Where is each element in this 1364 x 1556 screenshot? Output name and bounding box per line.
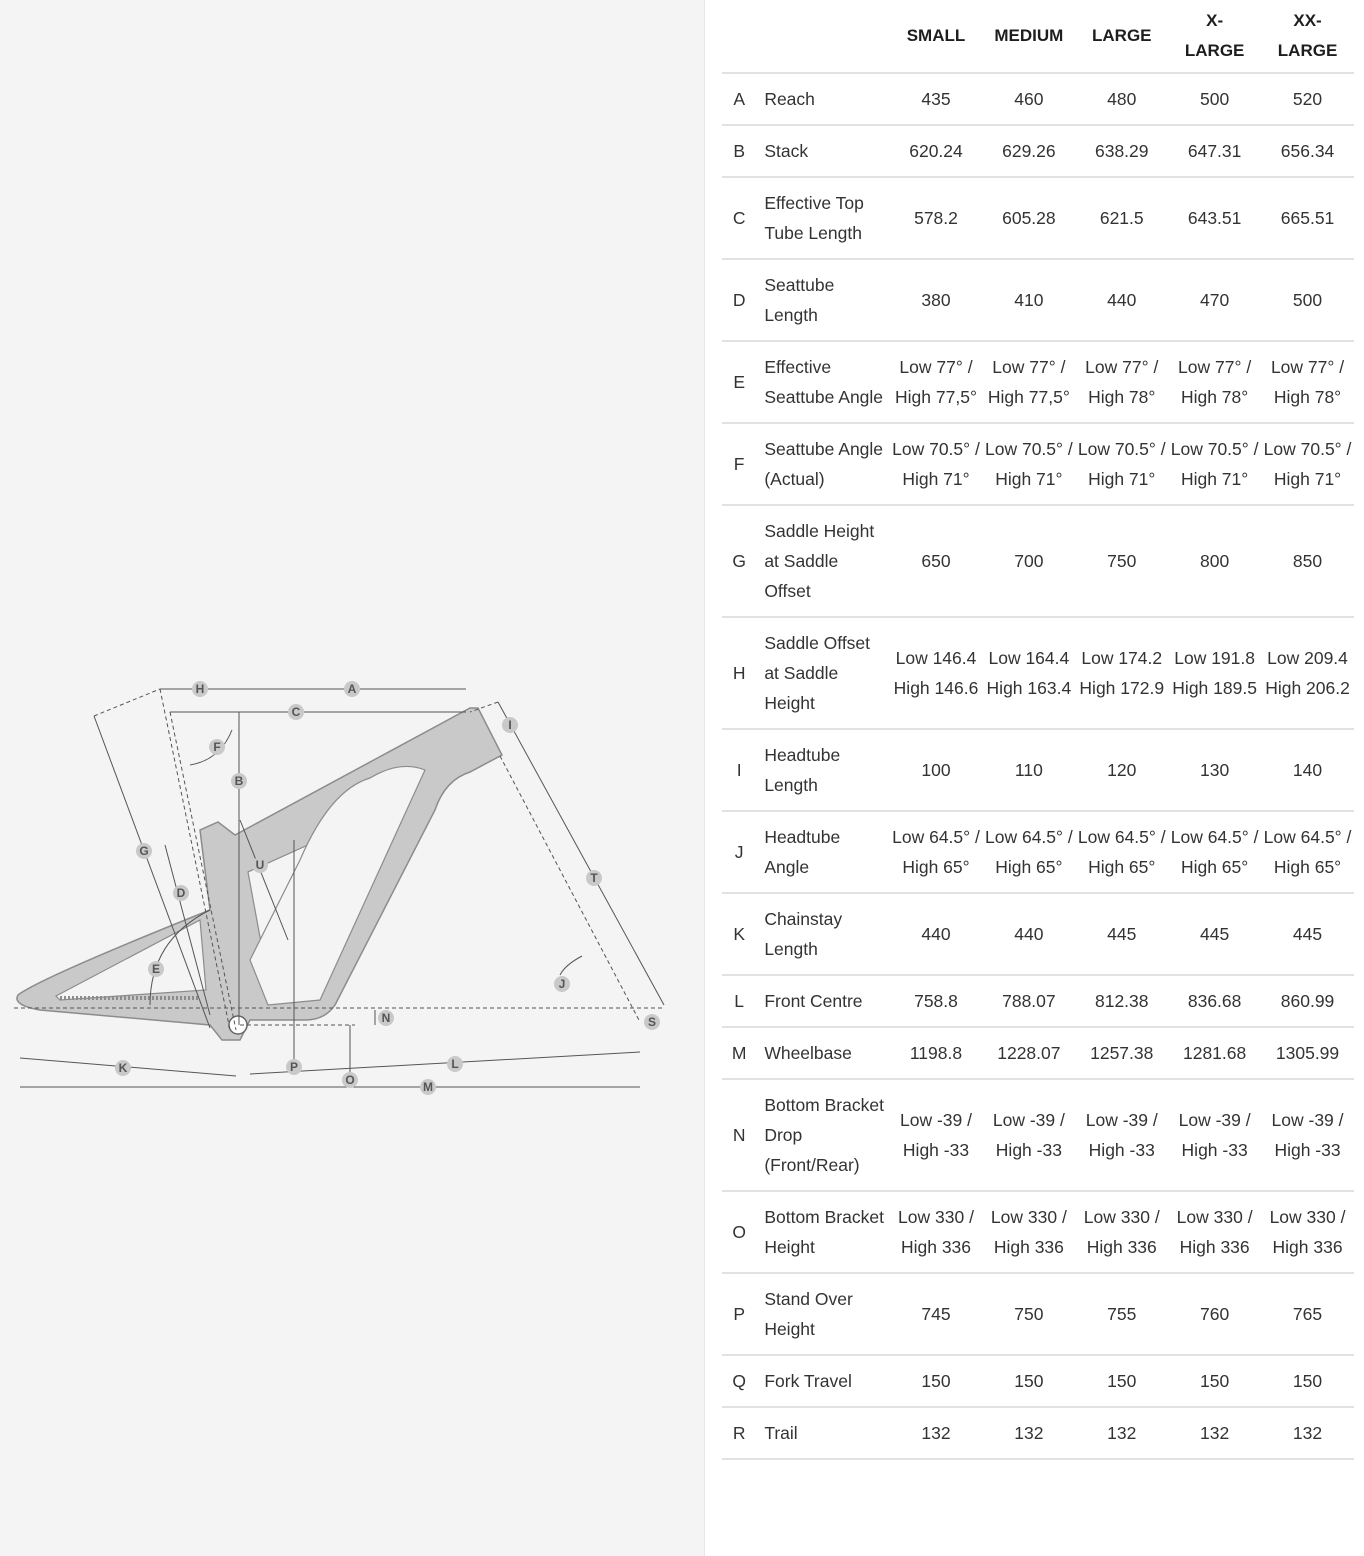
dim-marker-a [344,681,360,697]
row-name: Seattube Angle (Actual) [756,423,889,505]
svg-text:M: M [423,1080,433,1094]
row-value: 132 [1075,1407,1168,1459]
row-value: Low 209.4 High 206.2 [1261,617,1354,729]
row-value: 860.99 [1261,975,1354,1027]
row-value: Low 70.5° / High 71° [1168,423,1261,505]
row-value: Low 77° / High 78° [1261,341,1354,423]
row-letter: Q [722,1355,756,1407]
row-value: 130 [1168,729,1261,811]
table-row [722,1355,1354,1407]
row-letter: H [722,617,756,729]
row-value: 1305.99 [1261,1027,1354,1079]
row-name: Bottom Bracket Drop (Front/Rear) [756,1079,889,1191]
row-letter: B [722,125,756,177]
row-value: 150 [1168,1355,1261,1407]
row-value: Low 77° / High 78° [1168,341,1261,423]
row-name: Bottom Bracket Height [756,1191,889,1273]
row-letter: M [722,1027,756,1079]
svg-text:K: K [118,1061,128,1075]
row-letter: I [722,729,756,811]
row-value: 470 [1168,259,1261,341]
dim-marker-k [115,1060,131,1076]
row-letter: K [722,893,756,975]
row-value: Low 64.5° / High 65° [1261,811,1354,893]
row-value: 445 [1168,893,1261,975]
row-value: Low 330 / High 336 [1261,1191,1354,1273]
row-value: Low -39 / High -33 [1261,1079,1354,1191]
table-row [722,617,1354,729]
row-name: Effective Top Tube Length [756,177,889,259]
svg-text:G: G [139,844,149,858]
row-value: 100 [890,729,983,811]
row-value: Low 64.5° / High 65° [982,811,1075,893]
row-value: Low 64.5° / High 65° [1168,811,1261,893]
row-value: 132 [982,1407,1075,1459]
row-value: 110 [982,729,1075,811]
table-row [722,125,1354,177]
svg-text:S: S [647,1015,657,1029]
row-value: 765 [1261,1273,1354,1355]
row-name: Seattube Length [756,259,889,341]
row-letter: O [722,1191,756,1273]
row-value: 700 [982,505,1075,617]
row-value: 445 [1075,893,1168,975]
row-value: Low 164.4 High 163.4 [982,617,1075,729]
row-value: 380 [890,259,983,341]
table-row [722,1191,1354,1273]
row-value: 440 [982,893,1075,975]
table-header-row [722,0,1354,73]
row-value: 445 [1261,893,1354,975]
row-value: 760 [1168,1273,1261,1355]
header-letter [722,0,756,73]
row-value: 440 [1075,259,1168,341]
dim-marker-f [209,739,225,755]
header-name [756,0,889,73]
row-name: Front Centre [756,975,889,1027]
row-name: Saddle Height at Saddle Offset [756,505,889,617]
row-value: 480 [1075,73,1168,125]
dim-marker-l [447,1056,463,1072]
row-value: 150 [890,1355,983,1407]
svg-text:O: O [345,1073,355,1087]
svg-text:P: P [289,1060,299,1074]
row-letter: P [722,1273,756,1355]
row-value: 132 [1261,1407,1354,1459]
dim-marker-u [252,857,268,873]
dim-marker-s [644,1014,660,1030]
table-row [722,1079,1354,1191]
row-name: Stand Over Height [756,1273,889,1355]
row-letter: E [722,341,756,423]
table-row [722,893,1354,975]
row-value: 1228.07 [982,1027,1075,1079]
table-row [722,505,1354,617]
row-name: Trail [756,1407,889,1459]
header-size: LARGE [1075,0,1168,73]
row-value: 788.07 [982,975,1075,1027]
svg-text:I: I [508,718,512,732]
svg-text:N: N [381,1011,391,1025]
row-value: 755 [1075,1273,1168,1355]
row-value: 120 [1075,729,1168,811]
svg-text:T: T [590,871,598,885]
row-letter: D [722,259,756,341]
row-value: Low 64.5° / High 65° [1075,811,1168,893]
row-value: 647.31 [1168,125,1261,177]
row-letter: A [722,73,756,125]
row-value: 629.26 [982,125,1075,177]
row-name: Reach [756,73,889,125]
dim-marker-m [420,1079,436,1095]
row-value: 150 [982,1355,1075,1407]
geometry-table [722,0,1354,1460]
row-value: 500 [1261,259,1354,341]
row-value: Low -39 / High -33 [1075,1079,1168,1191]
table-row [722,341,1354,423]
row-name: Headtube Length [756,729,889,811]
dim-marker-e [148,961,164,977]
row-value: 150 [1261,1355,1354,1407]
row-value: 578.2 [890,177,983,259]
row-value: 643.51 [1168,177,1261,259]
row-value: Low 77° / High 77,5° [890,341,983,423]
svg-text:C: C [291,705,301,719]
row-name: Chainstay Length [756,893,889,975]
row-value: 1198.8 [890,1027,983,1079]
row-value: 500 [1168,73,1261,125]
svg-text:A: A [347,682,357,696]
header-size: MEDIUM [982,0,1075,73]
row-value: 750 [982,1273,1075,1355]
row-value: 665.51 [1261,177,1354,259]
table-row [722,811,1354,893]
svg-text:E: E [151,962,161,976]
row-value: 638.29 [1075,125,1168,177]
row-value: 750 [1075,505,1168,617]
dim-marker-b [231,773,247,789]
row-value: 460 [982,73,1075,125]
row-value: Low 77° / High 78° [1075,341,1168,423]
dim-marker-o [342,1072,358,1088]
header-size: XX- LARGE [1261,0,1354,73]
table-row [722,1027,1354,1079]
table-row [722,1273,1354,1355]
row-name: Saddle Offset at Saddle Height [756,617,889,729]
row-value: Low 70.5° / High 71° [982,423,1075,505]
dim-marker-i [502,717,518,733]
table-row [722,729,1354,811]
row-value: 132 [1168,1407,1261,1459]
dim-marker-g [136,843,152,859]
dim-marker-n [378,1010,394,1026]
row-letter: R [722,1407,756,1459]
row-value: 836.68 [1168,975,1261,1027]
row-name: Effective Seattube Angle [756,341,889,423]
row-value: 140 [1261,729,1354,811]
row-value: Low 330 / High 336 [890,1191,983,1273]
row-value: Low 64.5° / High 65° [890,811,983,893]
row-value: 650 [890,505,983,617]
row-letter: J [722,811,756,893]
row-value: 1257.38 [1075,1027,1168,1079]
row-letter: C [722,177,756,259]
row-value: 435 [890,73,983,125]
row-value: Low 330 / High 336 [1075,1191,1168,1273]
row-value: 812.38 [1075,975,1168,1027]
row-value: Low 330 / High 336 [1168,1191,1261,1273]
row-value: 520 [1261,73,1354,125]
row-name: Stack [756,125,889,177]
row-value: 440 [890,893,983,975]
svg-text:H: H [195,682,205,696]
row-value: Low 77° / High 77,5° [982,341,1075,423]
row-value: Low 191.8 High 189.5 [1168,617,1261,729]
svg-text:L: L [451,1057,459,1071]
row-name: Headtube Angle [756,811,889,893]
svg-text:D: D [176,886,186,900]
row-value: 656.34 [1261,125,1354,177]
svg-text:B: B [234,774,244,788]
table-row [722,73,1354,125]
row-value: Low 70.5° / High 71° [1261,423,1354,505]
frame-geometry-diagram [0,660,704,1120]
row-value: 745 [890,1273,983,1355]
row-value: Low 174.2 High 172.9 [1075,617,1168,729]
row-value: 621.5 [1075,177,1168,259]
table-row [722,177,1354,259]
row-name: Wheelbase [756,1027,889,1079]
row-value: Low 70.5° / High 71° [1075,423,1168,505]
row-name: Fork Travel [756,1355,889,1407]
row-value: 1281.68 [1168,1027,1261,1079]
dim-marker-h [192,681,208,697]
row-value: Low 146.4 High 146.6 [890,617,983,729]
row-value: 620.24 [890,125,983,177]
row-value: Low 70.5° / High 71° [890,423,983,505]
row-value: 758.8 [890,975,983,1027]
row-value: 132 [890,1407,983,1459]
svg-text:F: F [213,740,221,754]
dim-marker-p [286,1059,302,1075]
table-row [722,1407,1354,1459]
row-letter: N [722,1079,756,1191]
row-value: Low -39 / High -33 [890,1079,983,1191]
row-value: Low -39 / High -33 [1168,1079,1261,1191]
row-value: 150 [1075,1355,1168,1407]
svg-text:J: J [558,977,566,991]
table-row [722,423,1354,505]
row-letter: F [722,423,756,505]
geometry-table-body [722,73,1354,1459]
geometry-table-panel [722,0,1354,1556]
header-size: SMALL [890,0,983,73]
row-value: Low 330 / High 336 [982,1191,1075,1273]
svg-text:U: U [255,858,265,872]
row-letter: G [722,505,756,617]
row-value: Low -39 / High -33 [982,1079,1075,1191]
table-row [722,975,1354,1027]
dim-marker-t [586,870,602,886]
row-value: 800 [1168,505,1261,617]
row-letter: L [722,975,756,1027]
header-size: X- LARGE [1168,0,1261,73]
bike-frame [17,708,502,1040]
table-row [722,259,1354,341]
dim-marker-c [288,704,304,720]
dim-marker-j [554,976,570,992]
row-value: 605.28 [982,177,1075,259]
row-value: 850 [1261,505,1354,617]
row-value: 410 [982,259,1075,341]
dim-marker-d [173,885,189,901]
